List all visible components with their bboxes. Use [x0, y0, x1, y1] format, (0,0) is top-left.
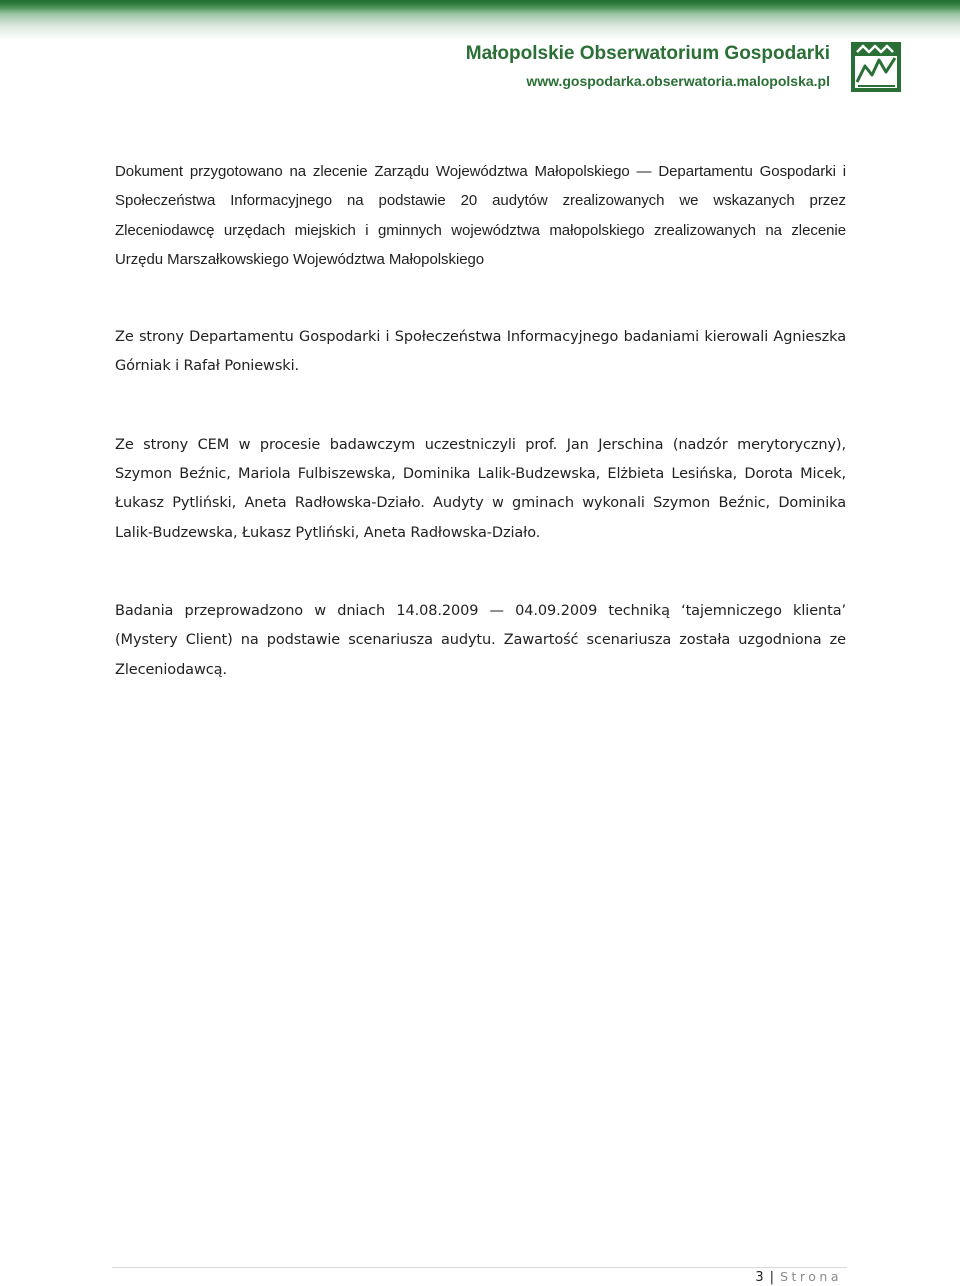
paragraph-commission: Dokument przygotowano na zlecenie Zarządu Województwa Małopolskiego — Departamentu Gospodarki i Społeczeństwa Informacyjnego na podstawie 20 audytów zrealizowanych we wskazanych przez Zleceniodawcę urzędach miejskich i gminnych województwa małopolskiego zrealizowanych na zlecenie Urzędu Marszałkowskiego Województwa Małopolskiego	[115, 163, 846, 268]
paragraph-team: Ze strony CEM w procesie badawczym uczestniczyli prof. Jan Jerschina (nadzór merytoryczny), Szymon Beźnic, Mariola Fulbiszewska, Dominika Lalik-Budzewska, Elżbieta Lesińska, Dorota Micek, Łukasz Pytliński, Aneta Radłowska-Działo. Audyty w gminach wykonali Szymon Beźnic, Dominika Lalik-Budzewska, Łukasz Pytliński, Aneta Radłowska-Działo.	[115, 436, 846, 541]
page-footer	[755, 1269, 842, 1285]
obserwatorium-logo-icon	[851, 42, 901, 92]
paragraph-dates: Badania przeprowadzono w dniach 14.08.2009 — 04.09.2009 techniką ‘tajemniczego klienta’ (Mystery Client) na podstawie scenariusza audytu. Zawartość scenariusza została uzgodniona ze Zleceniodawcą.	[115, 602, 846, 678]
document-body	[115, 157, 846, 734]
page-number: 3	[755, 1270, 764, 1285]
footer-separator: |	[769, 1270, 775, 1285]
paragraph-leadership: Ze strony Departamentu Gospodarki i Społeczeństwa Informacyjnego badaniami kierowali Agnieszka Górniak i Rafał Poniewski.	[115, 329, 846, 375]
page-label: Strona	[780, 1269, 842, 1284]
footer-rule	[112, 1267, 847, 1268]
header-band	[0, 0, 960, 40]
org-url: www.gospodarka.obserwatoria.malopolska.pl	[526, 73, 830, 89]
org-name: Małopolskie Obserwatorium Gospodarki	[465, 43, 830, 64]
